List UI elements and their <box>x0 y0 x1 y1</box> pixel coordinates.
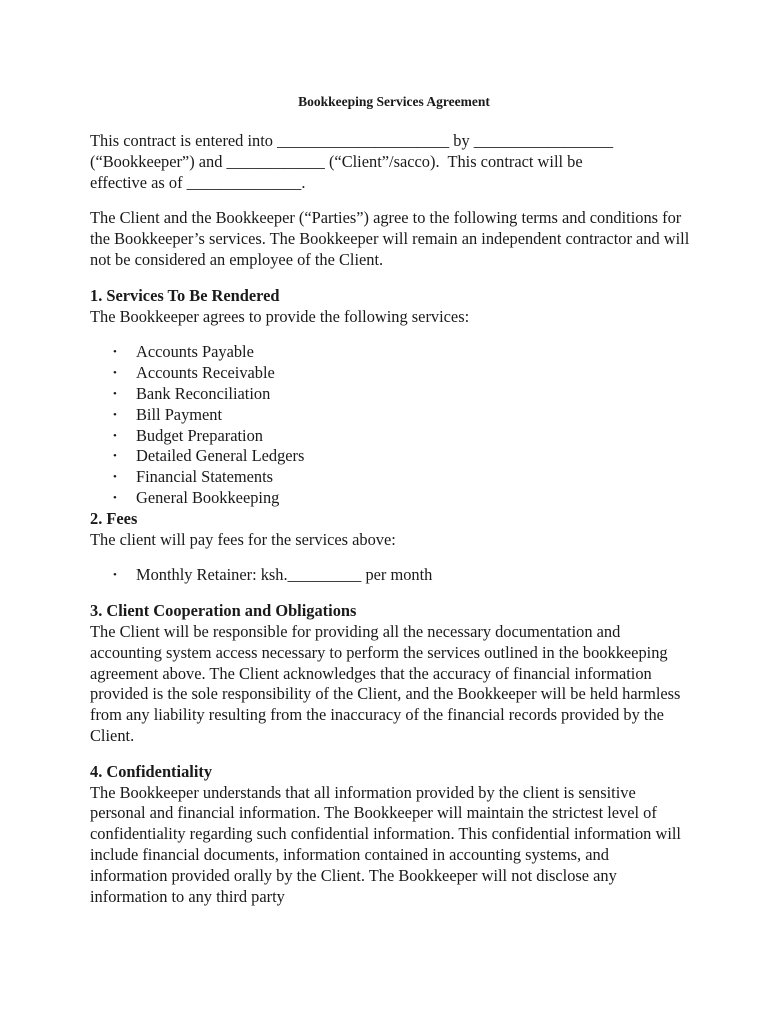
document-title: Bookkeeping Services Agreement <box>298 94 490 109</box>
parties-paragraph: The Client and the Bookkeeper (“Parties”) agree to the following terms and conditions for the Bookkeeper’s services. The Bookkeeper will remain an independent contractor and will not be considered an employee of the Client. <box>90 208 690 269</box>
fees-heading: 2. Fees <box>90 508 138 528</box>
list-item: • Monthly Retainer: ksh._________ per month <box>136 565 690 586</box>
list-item: • Financial Statements <box>136 467 690 488</box>
document-page <box>90 93 690 922</box>
fees-intro: The client will pay fees for the services above: <box>90 529 396 549</box>
intro-line-2: (“Bookkeeper”) and ____________ (“Client”/sacco). This contract will be <box>90 151 583 171</box>
list-item: • General Bookkeeping <box>136 488 690 509</box>
list-item: • Detailed General Ledgers <box>136 446 690 467</box>
intro-paragraph <box>90 131 690 193</box>
list-item: • Bill Payment <box>136 405 690 426</box>
intro-line-3: effective as of ______________. <box>90 172 306 192</box>
confidentiality-body: The Bookkeeper understands that all information provided by the client is sensitive personal and financial information. The Bookkeeper will maintain the strictest level of confidentiality regarding such confidential information. This confidential information will include financial documents, information contained in accounting systems, and information provided orally by the Client. The Bookkeeper will not disclose any information to any third party <box>90 782 681 906</box>
services-list <box>90 342 690 508</box>
confidentiality-heading: 4. Confidentiality <box>90 761 213 781</box>
cooperation-heading: 3. Client Cooperation and Obligations <box>90 601 357 621</box>
intro-line-1: This contract is entered into _____________________ by _________________ <box>90 131 614 150</box>
list-item: • Accounts Receivable <box>136 363 690 384</box>
fees-list <box>90 565 690 586</box>
list-item: • Accounts Payable <box>136 342 690 363</box>
services-intro: The Bookkeeper agrees to provide the following services: <box>90 306 470 326</box>
list-item: • Budget Preparation <box>136 426 690 447</box>
services-heading: 1. Services To Be Rendered <box>90 285 280 305</box>
cooperation-body: The Client will be responsible for providing all the necessary documentation and accounting system access necessary to perform the services outlined in the bookkeeping agreement above. The Client acknowledges that the accuracy of financial information provided is the sole responsibility of the Client, and the Bookkeeper will be held harmless from any liability resulting from the inaccuracy of the financial records provided by the Client. <box>90 621 681 745</box>
list-item: • Bank Reconciliation <box>136 384 690 405</box>
